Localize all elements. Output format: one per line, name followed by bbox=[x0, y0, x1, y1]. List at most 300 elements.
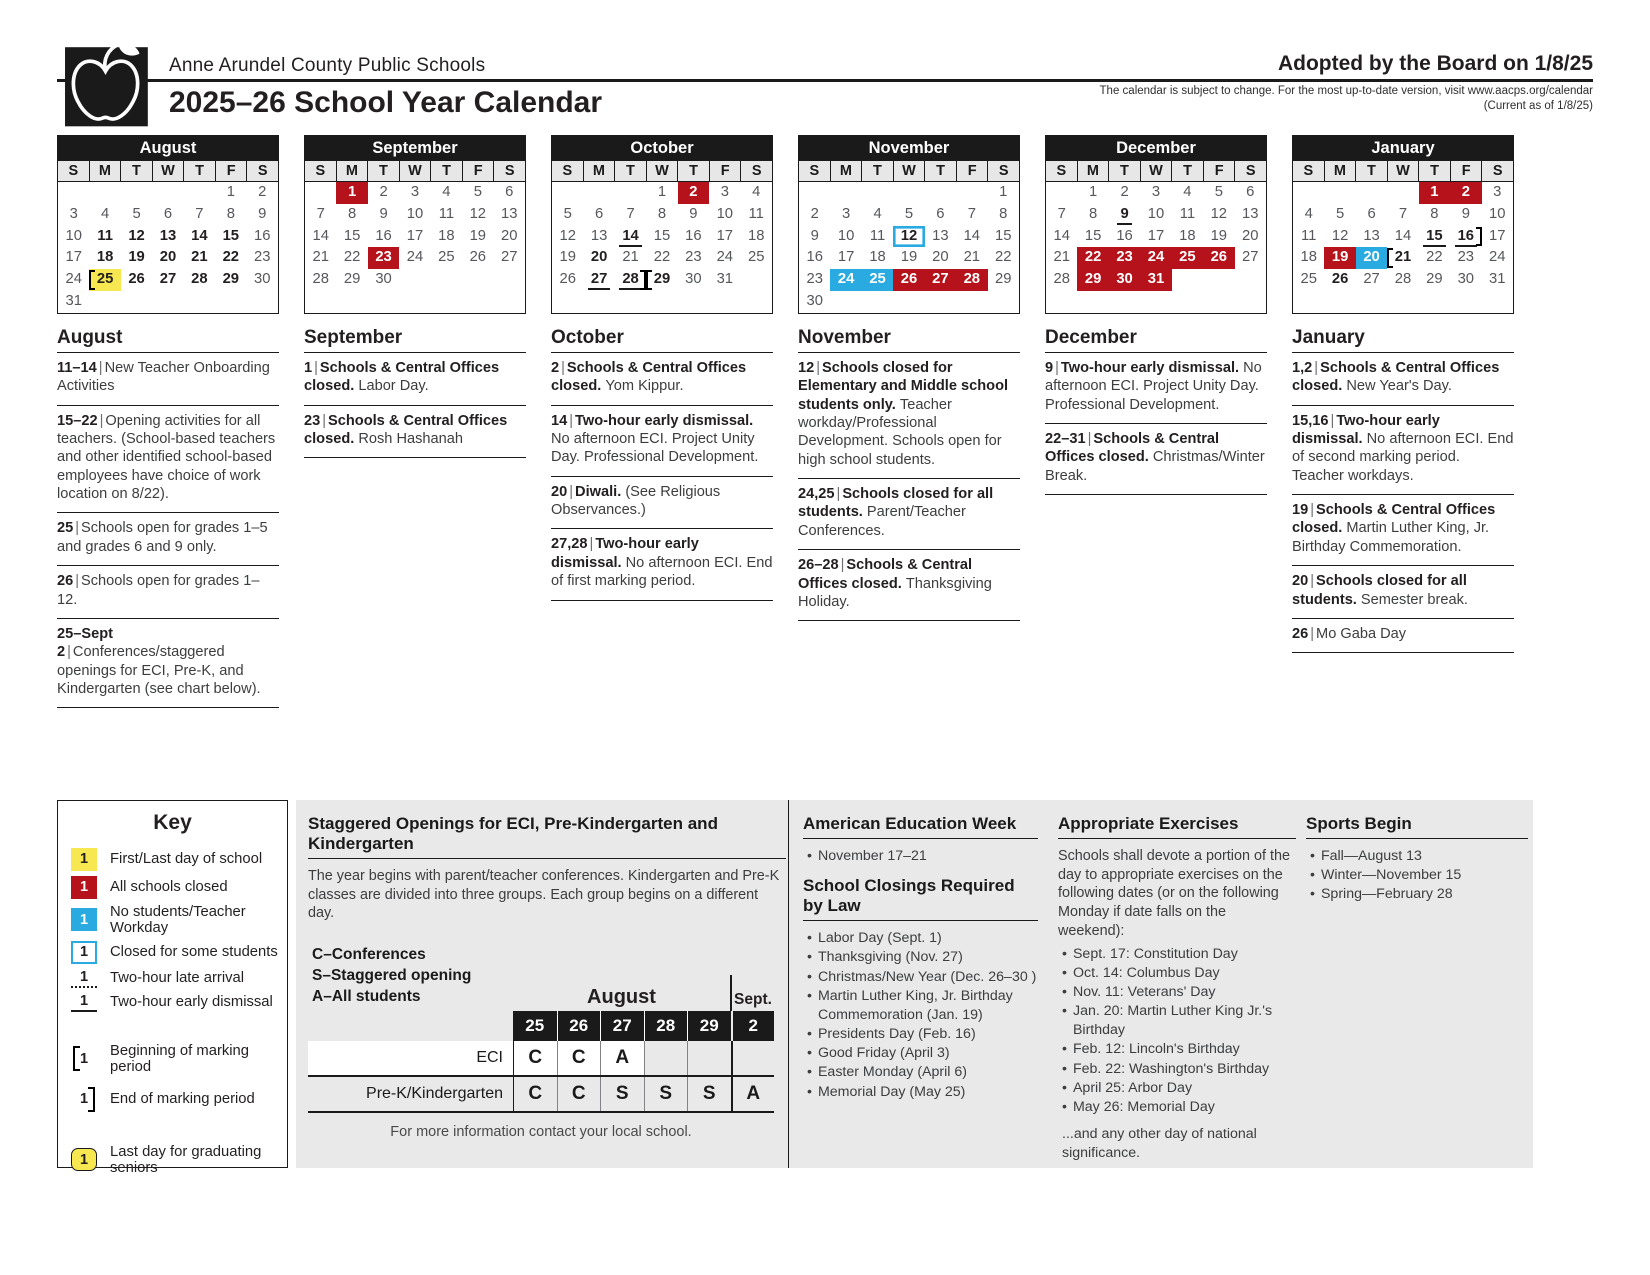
key-item bbox=[58, 938, 287, 966]
calendar-day bbox=[988, 226, 1019, 248]
staggered-day-numbers bbox=[513, 1011, 774, 1041]
day-number: 14 bbox=[1394, 227, 1412, 244]
calendar-day-empty bbox=[431, 269, 462, 291]
calendar-day bbox=[58, 269, 89, 291]
day-number: 17 bbox=[1147, 227, 1165, 244]
note-date: 12 bbox=[798, 359, 815, 376]
day-number: 24 bbox=[716, 249, 734, 266]
day-number: 1 bbox=[1430, 184, 1439, 200]
closing-text: Good Friday (April 3) bbox=[817, 1045, 950, 1062]
calendar-grid bbox=[799, 182, 1019, 313]
legend-staggered-opening: S–Staggered opening bbox=[312, 967, 472, 985]
calendar-day bbox=[956, 204, 987, 226]
week-row bbox=[305, 247, 525, 269]
day-number: 1 bbox=[657, 184, 667, 200]
note-item bbox=[57, 406, 279, 514]
calendar-day bbox=[247, 182, 278, 204]
calendar-day bbox=[956, 269, 987, 291]
week-row bbox=[799, 291, 1019, 313]
calendar-day bbox=[215, 269, 246, 291]
week-row bbox=[58, 182, 278, 204]
calendar-day bbox=[988, 204, 1019, 226]
week-row bbox=[1293, 247, 1513, 269]
day-number: 15 bbox=[653, 227, 671, 244]
calendar-day bbox=[431, 204, 462, 226]
day-number: 16 bbox=[685, 227, 702, 244]
note-date: 15,16 bbox=[1292, 412, 1329, 429]
day-number: 8 bbox=[1089, 205, 1098, 222]
day-number: 12 bbox=[1210, 205, 1228, 222]
calendar-day bbox=[583, 247, 614, 269]
key-swatch-ul: 1 bbox=[71, 993, 97, 1012]
notes-month-heading: January bbox=[1292, 327, 1514, 353]
day-number: 15 bbox=[222, 227, 240, 244]
day-number: 30 bbox=[1457, 271, 1475, 288]
day-number: 4 bbox=[101, 205, 110, 222]
note-item bbox=[798, 353, 1020, 479]
day-number: 8 bbox=[348, 205, 357, 222]
staggered-cell: C bbox=[557, 1077, 601, 1111]
calendar-day-empty bbox=[956, 291, 987, 313]
week-row bbox=[799, 226, 1019, 248]
exercise-item bbox=[1058, 1002, 1296, 1040]
calendar-grid bbox=[1046, 182, 1266, 313]
day-number: 10 bbox=[1489, 205, 1506, 222]
week-row bbox=[552, 291, 772, 313]
day-number: 13 bbox=[1363, 227, 1380, 244]
calendar-day bbox=[678, 204, 709, 226]
aew-item bbox=[803, 847, 1038, 866]
note-text: (See Religious Observances.) bbox=[551, 483, 721, 519]
day-number: 11 bbox=[438, 205, 455, 222]
day-number: 14 bbox=[1053, 227, 1070, 244]
day-number: 10 bbox=[716, 205, 734, 222]
calendar-day-empty bbox=[552, 182, 583, 204]
calendar-day bbox=[678, 226, 709, 248]
calendar-grid bbox=[58, 182, 278, 313]
week-row bbox=[552, 269, 772, 291]
notes-january bbox=[1292, 327, 1514, 654]
day-number: 21 bbox=[963, 249, 981, 266]
calendar-day bbox=[615, 247, 646, 269]
month-column-december bbox=[1045, 135, 1267, 708]
weekday-label: T bbox=[1109, 161, 1141, 181]
staggered-row-label: Pre-K/Kindergarten bbox=[366, 1085, 503, 1103]
calendar-day-empty bbox=[615, 182, 646, 204]
calendar-day bbox=[646, 182, 677, 204]
page-title: 2025–26 School Year Calendar bbox=[169, 86, 603, 119]
bullet-dot: • bbox=[807, 987, 812, 1004]
day-number: 4 bbox=[873, 205, 882, 222]
weekday-label: S bbox=[988, 161, 1019, 181]
calendar-day bbox=[1482, 247, 1513, 269]
week-row bbox=[1046, 247, 1266, 269]
weekday-label: M bbox=[831, 161, 863, 181]
day-number: 30 bbox=[1116, 271, 1133, 288]
calendar-day bbox=[462, 204, 493, 226]
bullet-dot: • bbox=[1062, 1041, 1067, 1058]
key-item bbox=[58, 966, 287, 990]
day-number: 4 bbox=[1183, 184, 1192, 200]
week-row bbox=[1046, 269, 1266, 291]
day-number: 29 bbox=[653, 271, 671, 288]
closing-text: Martin Luther King, Jr. Birthday Commemoration (Jan. 19) bbox=[817, 987, 1013, 1023]
calendar-day-empty bbox=[399, 269, 430, 291]
closing-text: Easter Monday (April 6) bbox=[817, 1064, 967, 1081]
day-number: 20 bbox=[1363, 249, 1380, 266]
calendar-day bbox=[1109, 269, 1140, 291]
week-row bbox=[799, 247, 1019, 269]
calendar-day-empty bbox=[1419, 291, 1450, 313]
calendar-day bbox=[615, 269, 646, 291]
note-separator: | bbox=[1310, 573, 1315, 590]
calendar-day bbox=[1140, 247, 1171, 269]
day-number: 26 bbox=[469, 249, 487, 266]
calendar-day bbox=[431, 247, 462, 269]
day-number: 30 bbox=[685, 271, 702, 288]
day-number: 11 bbox=[1301, 227, 1317, 244]
staggered-row-label: ECI bbox=[476, 1049, 503, 1067]
calendar-day bbox=[925, 269, 956, 291]
day-number: 6 bbox=[163, 205, 173, 222]
calendar-day bbox=[1356, 204, 1387, 226]
day-number: 12 bbox=[900, 227, 918, 244]
calendar-month-title: November bbox=[799, 136, 1019, 161]
week-row bbox=[58, 226, 278, 248]
calendar-month-title: August bbox=[58, 136, 278, 161]
calendar-day bbox=[1419, 247, 1450, 269]
day-number: 21 bbox=[1053, 249, 1070, 266]
bullet-dot: • bbox=[1310, 886, 1315, 903]
day-number: 1 bbox=[348, 184, 357, 200]
day-number: 6 bbox=[936, 205, 945, 222]
week-row bbox=[305, 291, 525, 313]
note-separator: | bbox=[569, 412, 574, 429]
day-number: 19 bbox=[900, 249, 918, 266]
day-number: 24 bbox=[1147, 249, 1165, 266]
day-number: 29 bbox=[1084, 271, 1102, 288]
calendar-day bbox=[1140, 204, 1171, 226]
notes-august bbox=[57, 327, 279, 709]
day-number: 6 bbox=[505, 184, 514, 200]
note-date: 26 bbox=[1292, 625, 1309, 642]
note-bold-label: Schools & Central Offices closed. bbox=[798, 557, 973, 592]
weekday-label: T bbox=[1356, 161, 1388, 181]
day-number: 20 bbox=[590, 249, 608, 266]
note-separator: | bbox=[589, 536, 594, 553]
month-calendars bbox=[57, 135, 1514, 708]
calendar-day-empty bbox=[184, 182, 215, 204]
key-box bbox=[57, 800, 288, 1176]
calendar-day bbox=[1077, 226, 1108, 248]
note-separator: | bbox=[569, 483, 574, 500]
week-row bbox=[58, 291, 278, 313]
calendar-day bbox=[305, 204, 336, 226]
calendar-day bbox=[1450, 226, 1481, 248]
calendar-day-empty bbox=[247, 291, 278, 313]
day-number: 3 bbox=[1493, 184, 1502, 200]
weekday-label: M bbox=[1325, 161, 1357, 181]
calendar-day bbox=[1172, 247, 1203, 269]
calendar-day-empty bbox=[988, 291, 1019, 313]
day-number: 15 bbox=[995, 227, 1012, 244]
note-date: 26–28 bbox=[798, 557, 839, 574]
calendar-day bbox=[741, 247, 772, 269]
calendar-day bbox=[830, 247, 861, 269]
staggered-footer: For more information contact your local school. bbox=[390, 1124, 692, 1141]
day-number: 25 bbox=[869, 271, 886, 288]
day-number: 4 bbox=[1304, 205, 1313, 222]
note-date: 15–22 bbox=[57, 412, 98, 429]
week-row bbox=[1046, 226, 1266, 248]
calendar-day-empty bbox=[1235, 291, 1266, 313]
note-separator: | bbox=[1310, 625, 1315, 642]
day-number: 9 bbox=[379, 205, 388, 222]
notes-december bbox=[1045, 327, 1267, 495]
calendar-day bbox=[1324, 226, 1355, 248]
staggered-sept-label: Sept. bbox=[730, 975, 774, 1011]
sports-list bbox=[1306, 847, 1528, 905]
day-number: 16 bbox=[1116, 227, 1133, 244]
day-number: 17 bbox=[65, 249, 82, 266]
note-separator: | bbox=[561, 359, 565, 376]
staggered-row-prek bbox=[308, 1077, 774, 1113]
day-number: 18 bbox=[1300, 249, 1317, 266]
calendar-day bbox=[893, 269, 924, 291]
day-number: 21 bbox=[1394, 249, 1412, 266]
day-number: 6 bbox=[1246, 184, 1255, 200]
exercise-text: Oct. 14: Columbus Day bbox=[1072, 964, 1220, 981]
bullet-dot: • bbox=[1310, 867, 1315, 884]
key-item-label: Two-hour early dismissal bbox=[110, 994, 273, 1010]
exercise-text: Jan. 20: Martin Luther King Jr.'s Birthday bbox=[1072, 1003, 1273, 1039]
note-bold-label: Schools & Central Offices closed. bbox=[1045, 430, 1220, 466]
calendar-day-empty bbox=[615, 291, 646, 313]
calendar-day bbox=[1324, 204, 1355, 226]
calendar-weekday-header bbox=[552, 161, 772, 182]
closings-list bbox=[803, 929, 1038, 1102]
calendar-day bbox=[1293, 247, 1324, 269]
staggered-intro: The year begins with parent/teacher conferences. Kindergarten and Pre-K classes are divided into three groups. Each group begins on a different day. bbox=[308, 868, 780, 922]
day-number: 29 bbox=[1426, 271, 1443, 288]
note-text: No afternoon ECI. Project Unity Day. Professional Development. bbox=[551, 430, 759, 466]
current-as-of-note: (Current as of 1/8/25) bbox=[1483, 100, 1593, 112]
calendar-day bbox=[399, 226, 430, 248]
calendar-day bbox=[741, 182, 772, 204]
note-date: 14 bbox=[551, 412, 568, 429]
header-divider bbox=[57, 79, 1593, 82]
staggered-cell: S bbox=[644, 1077, 688, 1111]
day-number: 15 bbox=[343, 227, 361, 244]
note-date: 20 bbox=[551, 483, 568, 500]
sport-item bbox=[1306, 866, 1528, 885]
calendar-day bbox=[799, 291, 830, 313]
note-text: Teacher workday/Professional Development. Schools open for high school students. bbox=[798, 396, 1002, 468]
note-date: 24,25 bbox=[798, 486, 835, 503]
day-number: 9 bbox=[1117, 205, 1131, 225]
calendar-day-empty bbox=[1324, 182, 1355, 204]
calendar-day bbox=[988, 269, 1019, 291]
weekday-label: S bbox=[247, 161, 278, 181]
day-number: 25 bbox=[96, 271, 114, 288]
calendar-december bbox=[1045, 135, 1267, 314]
calendar-day-empty bbox=[1140, 291, 1171, 313]
calendar-day-empty bbox=[799, 182, 830, 204]
calendar-day bbox=[152, 204, 183, 226]
staggered-day-29: 29 bbox=[687, 1011, 731, 1041]
calendar-day-empty bbox=[925, 182, 956, 204]
week-row bbox=[1293, 226, 1513, 248]
legend-conferences: C–Conferences bbox=[312, 946, 426, 964]
note-date: 25 bbox=[57, 520, 74, 537]
calendar-day bbox=[552, 247, 583, 269]
apple-icon bbox=[57, 38, 154, 130]
calendar-day bbox=[247, 247, 278, 269]
calendar-day bbox=[799, 226, 830, 248]
note-item bbox=[1292, 495, 1514, 566]
calendar-day bbox=[1356, 269, 1387, 291]
weekday-label: S bbox=[1235, 161, 1266, 181]
calendar-day-empty bbox=[1172, 269, 1203, 291]
day-number: 12 bbox=[1331, 227, 1349, 244]
bullet-dot: • bbox=[1062, 1079, 1067, 1096]
calendar-day-empty bbox=[1203, 269, 1234, 291]
calendar-day bbox=[830, 226, 861, 248]
calendar-weekday-header bbox=[58, 161, 278, 182]
note-separator: | bbox=[1330, 412, 1335, 429]
calendar-day-empty bbox=[89, 291, 120, 313]
note-bold-label: Two-hour early dismissal. bbox=[1292, 412, 1440, 447]
notes-october bbox=[551, 327, 773, 601]
calendar-day bbox=[368, 182, 399, 204]
calendar-day bbox=[799, 247, 830, 269]
note-date: 2 bbox=[551, 359, 560, 376]
key-items bbox=[58, 845, 287, 1178]
week-row bbox=[305, 204, 525, 226]
day-number: 9 bbox=[258, 205, 267, 222]
key-item-label: All schools closed bbox=[110, 879, 228, 895]
weekday-label: F bbox=[1204, 161, 1236, 181]
key-item-label: End of marking period bbox=[110, 1091, 255, 1107]
calendar-day bbox=[709, 204, 740, 226]
calendar-day-empty bbox=[399, 291, 430, 313]
day-number: 28 bbox=[1394, 271, 1412, 288]
day-number: 23 bbox=[254, 249, 271, 266]
weekday-label: T bbox=[368, 161, 400, 181]
calendar-day bbox=[1293, 204, 1324, 226]
day-number: 26 bbox=[900, 271, 918, 288]
weekday-label: S bbox=[799, 161, 831, 181]
calendar-day bbox=[89, 269, 120, 291]
calendar-day bbox=[862, 226, 893, 248]
adopted-note: Adopted by the Board on 1/8/25 bbox=[1277, 52, 1593, 75]
calendar-day bbox=[247, 269, 278, 291]
day-number: 17 bbox=[716, 227, 734, 244]
day-number: 28 bbox=[619, 270, 641, 290]
calendar-day-empty bbox=[121, 182, 152, 204]
calendar-day bbox=[956, 247, 987, 269]
day-number: 19 bbox=[1331, 249, 1349, 266]
calendar-day bbox=[1235, 204, 1266, 226]
note-text: Semester break. bbox=[1360, 591, 1468, 608]
weekday-label: T bbox=[121, 161, 153, 181]
note-text: Rosh Hashanah bbox=[358, 430, 464, 447]
calendar-day bbox=[1324, 247, 1355, 269]
month-column-august bbox=[57, 135, 279, 708]
calendar-november bbox=[798, 135, 1020, 314]
day-number: 8 bbox=[1430, 205, 1439, 222]
calendar-day bbox=[121, 269, 152, 291]
column-sports-begin bbox=[1306, 814, 1528, 905]
calendar-day bbox=[583, 204, 614, 226]
note-bold-label: Schools & Central Offices closed. bbox=[1292, 502, 1496, 537]
staggered-rows bbox=[308, 1041, 786, 1113]
sports-title: Sports Begin bbox=[1306, 814, 1528, 839]
closing-item bbox=[803, 968, 1038, 987]
week-row bbox=[799, 182, 1019, 204]
key-swatch-blue: 1 bbox=[71, 908, 97, 931]
page-header bbox=[57, 30, 1593, 134]
note-item bbox=[551, 406, 773, 477]
exercise-item bbox=[1058, 1098, 1296, 1117]
note-bold-label: Schools & Central Offices closed. bbox=[1292, 359, 1500, 395]
note-date: 1 bbox=[304, 359, 313, 376]
calendar-day-empty bbox=[1109, 291, 1140, 313]
month-column-september bbox=[304, 135, 526, 708]
day-number: 24 bbox=[1489, 249, 1506, 266]
calendar-day bbox=[1356, 247, 1387, 269]
notes-november bbox=[798, 327, 1020, 622]
weekday-label: S bbox=[552, 161, 584, 181]
calendar-day bbox=[494, 204, 525, 226]
note-item bbox=[1292, 619, 1514, 653]
calendar-day bbox=[184, 247, 215, 269]
day-number: 7 bbox=[1398, 205, 1408, 222]
calendar-day bbox=[215, 226, 246, 248]
day-number: 3 bbox=[410, 184, 420, 200]
day-number: 12 bbox=[128, 227, 145, 244]
week-row bbox=[305, 182, 525, 204]
calendar-day-empty bbox=[336, 291, 367, 313]
note-text: Christmas/Winter Break. bbox=[1045, 449, 1265, 484]
column-appropriate-exercises bbox=[1058, 814, 1296, 1162]
exercise-item bbox=[1058, 1060, 1296, 1079]
staggered-cell bbox=[731, 1041, 775, 1075]
calendar-day bbox=[494, 247, 525, 269]
calendar-day-empty bbox=[89, 182, 120, 204]
day-number: 17 bbox=[406, 227, 424, 244]
bullet-dot: • bbox=[1062, 1098, 1067, 1115]
key-item bbox=[58, 1141, 287, 1178]
note-item bbox=[1292, 406, 1514, 496]
calendar-day bbox=[368, 226, 399, 248]
day-number: 3 bbox=[1151, 184, 1161, 200]
calendar-day bbox=[121, 204, 152, 226]
calendar-day bbox=[152, 269, 183, 291]
aew-text: November 17–21 bbox=[817, 848, 927, 864]
calendar-day bbox=[184, 204, 215, 226]
calendar-day-empty bbox=[1046, 182, 1077, 204]
bullet-dot: • bbox=[807, 949, 812, 966]
note-separator: | bbox=[840, 557, 845, 574]
bullet-dot: • bbox=[1310, 848, 1315, 864]
calendar-day bbox=[862, 247, 893, 269]
staggered-title: Staggered Openings for ECI, Pre-Kindergarten and Kindergarten bbox=[308, 814, 786, 859]
weekday-label: F bbox=[710, 161, 742, 181]
week-row bbox=[1046, 182, 1266, 204]
calendar-day bbox=[1172, 182, 1203, 204]
week-row bbox=[1293, 291, 1513, 313]
